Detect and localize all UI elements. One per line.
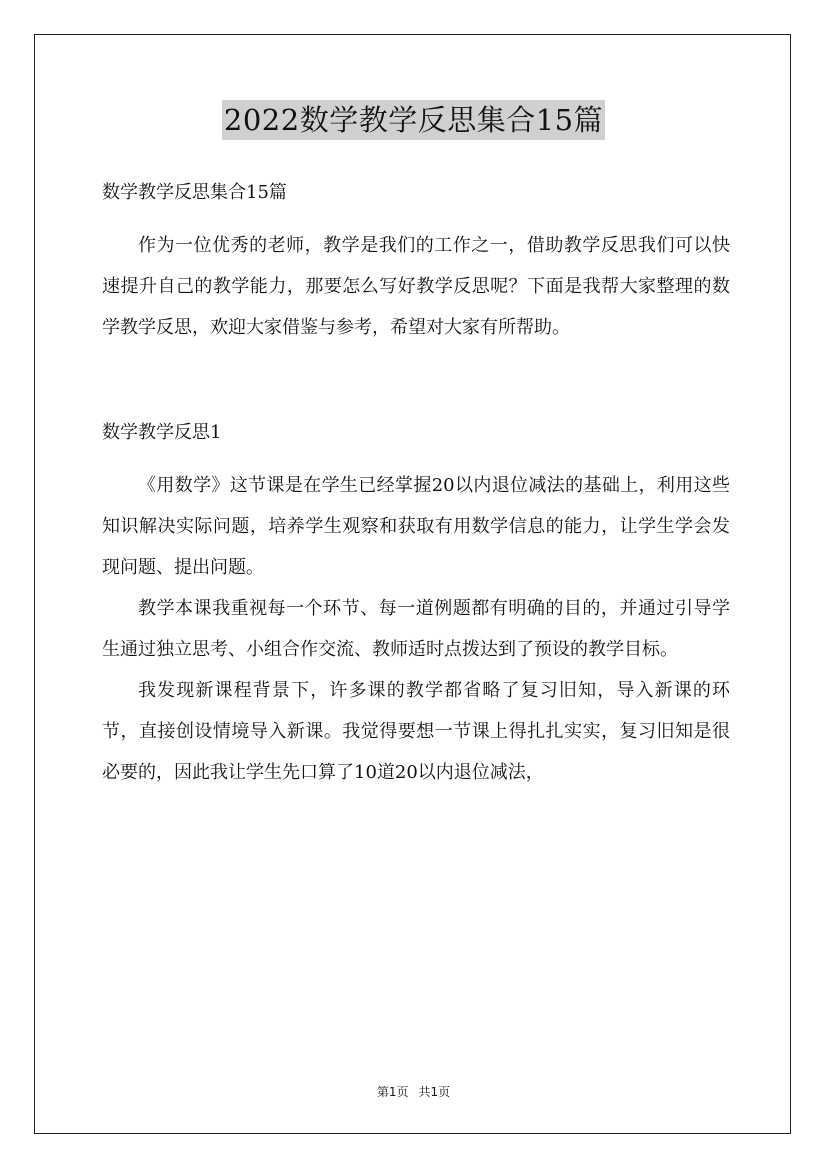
document-subtitle: 数学教学反思集合15篇 [102,182,287,203]
document-body [102,172,730,793]
page-number-total: 共1页 [418,1085,451,1099]
section-paragraph: 教学本课我重视每一个环节、每一道例题都有明确的目的，并通过引导学生通过独立思考、小组合作交流、教师适时点拨达到了预设的教学目标。 [102,598,730,660]
intro-paragraph: 作为一位优秀的老师，教学是我们的工作之一，借助教学反思我们可以快速提升自己的教学能力，那要怎么写好教学反思呢？下面是我帮大家整理的数学教学反思，欢迎大家借鉴与参考，希望对大家有所帮助。 [102,235,730,338]
section-paragraph: 《用数学》这节课是在学生已经掌握20以内退位减法的基础上，利用这些知识解决实际问题，培养学生观察和获取有用数学信息的能力，让学生学会发现问题、提出问题。 [102,475,730,578]
section-heading: 数学教学反思1 [102,422,222,443]
page-number-current: 第1页 [376,1085,409,1099]
document-title: 2022数学教学反思集合15篇 [222,100,605,140]
section-paragraph: 我发现新课程背景下，许多课的教学都省略了复习旧知，导入新课的环节，直接创设情境导入新课。我觉得要想一节课上得扎扎实实，复习旧知是很必要的，因此我让学生先口算了10道20以内退位减法， [102,680,730,783]
page-footer [0,1083,827,1100]
title-container [0,100,827,140]
